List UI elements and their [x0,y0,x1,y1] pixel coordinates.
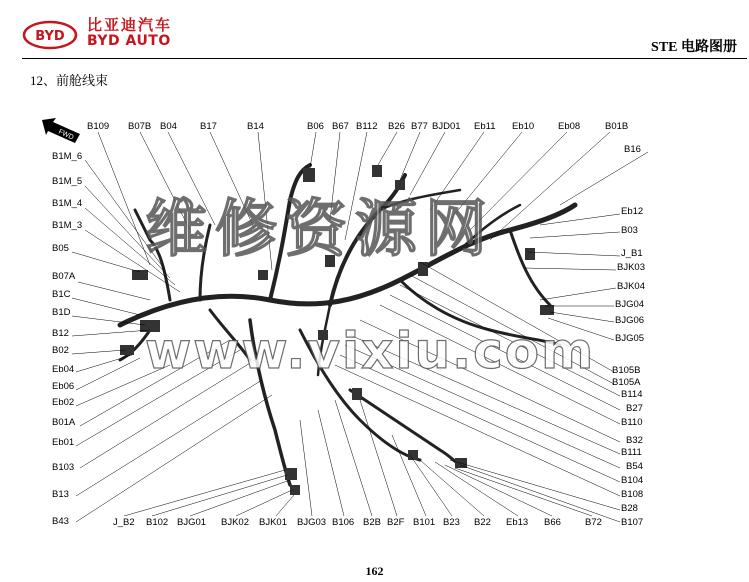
label-eb01: Eb01 [52,437,75,448]
label-bjd01: BJD01 [432,121,461,132]
label-b43: B43 [52,516,69,527]
label-bjk04: BJK04 [617,281,645,292]
fwd-arrow-icon [42,118,80,143]
label-b109: B109 [87,121,110,132]
label-b1c: B1C [52,289,71,300]
label-b06: B06 [307,121,324,132]
label-b01a: B01A [52,417,76,428]
watermark-cn: 维修资源网 [145,192,496,265]
label-b22: B22 [474,517,491,528]
label-b03: B03 [621,225,638,236]
label-b101: B101 [413,517,436,528]
label-b66: B66 [544,517,561,528]
label-b107: B107 [621,517,644,528]
label-bjk03: BJK03 [617,262,645,273]
label-bjg05: BJG05 [615,333,645,344]
label-b1m-6: B1M_6 [52,151,83,162]
label-b105a: B105A [612,377,641,388]
label-b112: B112 [356,121,378,132]
section-title: 12、前舱线束 [30,73,109,88]
label-b105b: B105B [612,365,641,376]
label-b26: B26 [388,121,405,132]
label-b77: B77 [411,121,428,132]
labels-top [87,121,628,132]
label-b05: B05 [52,243,69,254]
label-bjg04: BJG04 [615,299,645,310]
label-b27: B27 [626,403,643,414]
label-eb12: Eb12 [621,206,644,217]
label-b23: B23 [443,517,460,528]
label-bjg01: BJG01 [177,517,207,528]
label-b07b: B07B [128,121,152,132]
label-bjk01: BJK01 [259,517,287,528]
label-b1m-5: B1M_5 [52,176,83,187]
brand-name-en: BYD AUTO [87,33,171,49]
svg-text:FWD: FWD [57,128,75,142]
label-j-b2: J_B2 [113,517,135,528]
label-bjg06: BJG06 [615,315,645,326]
label-bjg03: BJG03 [297,517,327,528]
label-b1m-3: B1M_3 [52,220,83,231]
label-b14: B14 [247,121,264,132]
label-b72: B72 [585,517,602,528]
label-eb04: Eb04 [52,364,75,375]
label-eb08: Eb08 [558,121,581,132]
svg-text:BYD: BYD [35,29,65,44]
label-b04: B04 [160,121,177,132]
label-b2b: B2B [363,517,381,528]
label-eb10: Eb10 [512,121,535,132]
labels-left [52,151,82,527]
label-eb06: Eb06 [52,381,75,392]
label-b110: B110 [621,417,643,428]
label-b07a: B07A [52,271,76,282]
label-b02: B02 [52,345,69,356]
label-b16: B16 [624,144,641,155]
label-eb11: Eb11 [474,121,496,132]
page-number: 162 [365,564,384,578]
label-b01b: B01B [605,121,629,132]
label-b108: B108 [621,489,644,500]
label-eb13: Eb13 [506,517,529,528]
label-b54: B54 [626,461,643,472]
label-b28: B28 [621,503,638,514]
watermark-en: www.vixiu.com [145,322,596,380]
label-eb02: Eb02 [52,397,75,408]
label-b114: B114 [621,389,643,400]
label-b2f: B2F [387,517,405,528]
label-b1d: B1D [52,307,71,318]
brand-name-cn: 比亚迪汽车 [87,16,173,34]
label-b32: B32 [626,435,643,446]
label-b13: B13 [52,489,69,500]
label-b12: B12 [52,328,69,339]
label-b106: B106 [332,517,355,528]
label-j-b1: J_B1 [621,248,643,259]
label-b103: B103 [52,462,75,473]
labels-bottom [113,517,602,528]
label-b104: B104 [621,475,644,486]
label-b1m-4: B1M_4 [52,198,83,209]
document-title: STE 电路图册 [651,40,737,55]
labels-right [612,144,645,528]
label-bjk02: BJK02 [221,517,249,528]
label-b67: B67 [332,121,349,132]
watermark [145,192,595,380]
label-b111: B111 [621,447,642,458]
label-b102: B102 [146,517,169,528]
label-b17: B17 [200,121,217,132]
